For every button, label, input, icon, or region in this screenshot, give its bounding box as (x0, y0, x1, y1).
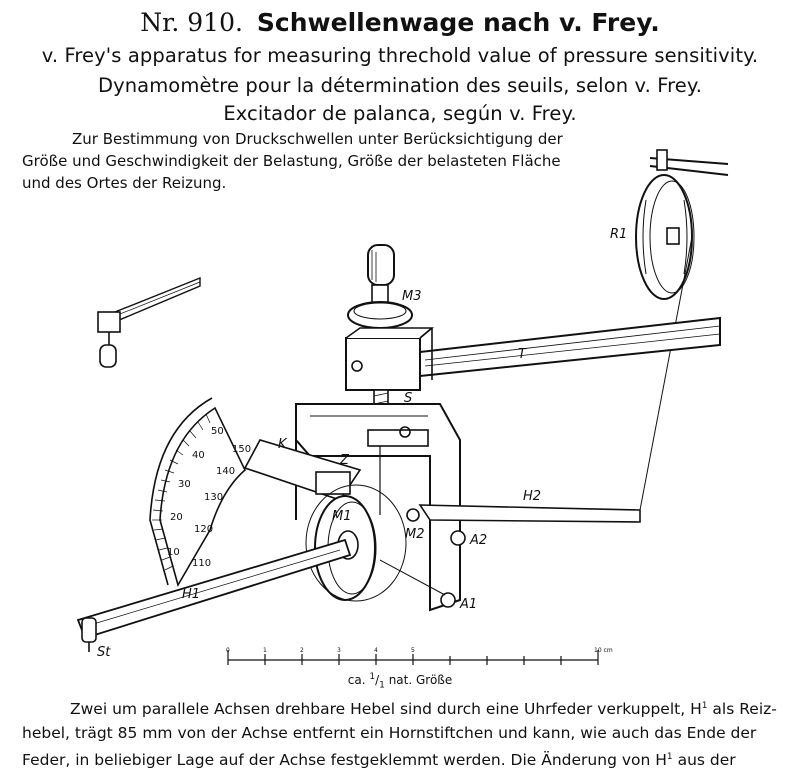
body-line-1-b: als Reiz- (707, 700, 777, 719)
scale-label-1: 1 (263, 647, 267, 654)
dial-inner-label-110: 110 (192, 558, 212, 569)
dial-outer-label-20: 20 (170, 512, 183, 523)
label-t: T (518, 347, 526, 362)
caption-suffix: nat. Größe (388, 673, 453, 687)
body-line-3 (22, 745, 782, 772)
dial-inner-label-120: 120 (194, 524, 214, 535)
dial-outer-label-10: 10 (167, 547, 180, 558)
label-k: K (278, 437, 287, 452)
subtitle-french: Dynamomètre pour la détermination des seuils, selon v. Frey. (97, 74, 703, 97)
body-line-2: hebel, trägt 85 mm von der Achse entfernt ein Hornstiftchen und kann, wie auch das Ende der (22, 724, 757, 743)
caption-fraction-denominator: 1 (379, 680, 385, 691)
dial-outer-label-40: 40 (192, 450, 205, 461)
body-line-3-b: aus der (672, 751, 736, 770)
label-a2: A2 (470, 533, 488, 548)
dial-outer-label-30: 30 (178, 479, 191, 490)
subtitle-spanish: Excitador de palanca, según v. Frey. (223, 102, 577, 125)
scale-label-2: 2 (300, 647, 304, 654)
caption-prefix: ca. (347, 673, 366, 687)
body-line-1-a: Zwei um parallele Achsen drehbare Hebel sind durch eine Uhrfeder verkuppelt, H (70, 700, 702, 719)
scale-label-10cm: 10 cm (594, 647, 613, 654)
description-line-2: Größe und Geschwindigkeit der Belastung, Größe der belasteten Fläche (22, 152, 561, 170)
label-m3: M3 (402, 289, 422, 304)
label-z: Z (340, 453, 349, 468)
body-paragraph (22, 694, 782, 772)
label-m1: M1 (332, 509, 352, 524)
scale-label-5: 5 (411, 647, 415, 654)
label-h2: H2 (523, 489, 542, 504)
figure-caption: ca. $^1/_1$ nat. Größe (347, 672, 453, 691)
label-a1: A1 (460, 597, 478, 612)
label-st: St (97, 645, 111, 660)
catalog-number: Nr. 910. (140, 8, 243, 37)
dial-inner-label-140: 140 (216, 466, 236, 477)
body-line-1-sup: 1 (701, 701, 708, 711)
dial-outer-label-50: 50 (211, 426, 224, 437)
description-line-1: Zur Bestimmung von Druckschwellen unter Berücksichtigung der (72, 130, 563, 148)
description-line-3: und des Ortes der Reizung. (22, 174, 227, 192)
caption-fraction-numerator: 1 (369, 672, 376, 682)
label-r1: R1 (610, 227, 628, 242)
scale-label-3: 3 (337, 647, 341, 654)
body-line-3-a: Feder, in beliebiger Lage auf der Achse festgeklemmt werden. Die Änderung von H (22, 751, 667, 770)
body-line-3-sup: 1 (666, 752, 673, 763)
product-name: Schwellenwage nach v. Frey. (256, 8, 660, 37)
label-h1: H1 (182, 587, 201, 602)
subtitle-english: v. Frey's apparatus for measuring threchold value of pressure sensitivity. (41, 44, 759, 67)
label-s: S (404, 391, 413, 406)
dial-inner-label-150: 150 (232, 444, 252, 455)
label-m2: M2 (405, 527, 425, 542)
body-line-1 (22, 694, 782, 721)
dial-inner-label-130: 130 (204, 492, 224, 503)
scale-label-4: 4 (374, 647, 378, 654)
scale-label-0: 0 (226, 647, 230, 654)
